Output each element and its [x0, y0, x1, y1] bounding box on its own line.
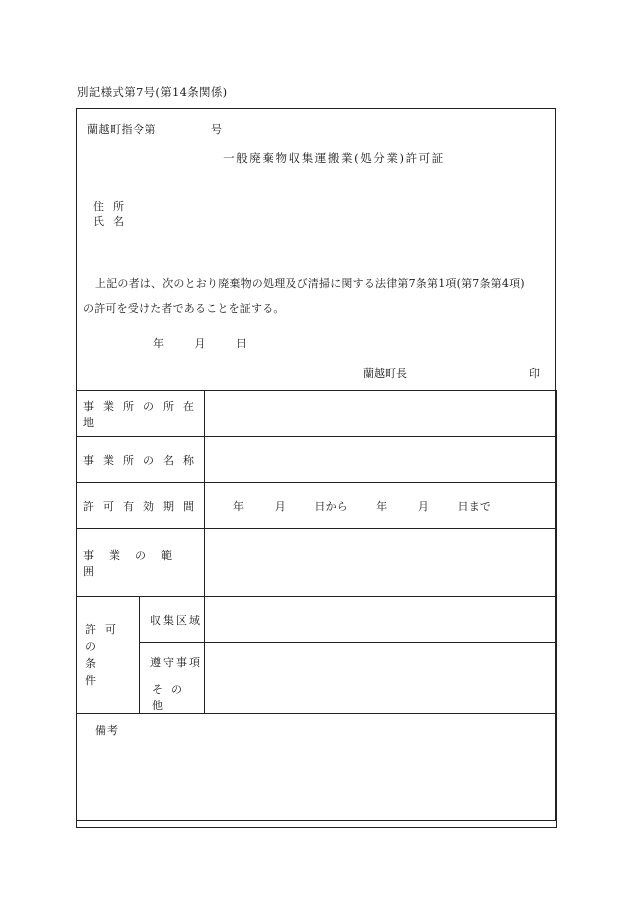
office-name-label: 事業所の名称 [77, 437, 205, 483]
certificate-section [77, 109, 555, 391]
address-label: 住所 [93, 200, 133, 213]
conditions-label-line-2: 条件 [85, 656, 122, 687]
period-day-to: 日まで [457, 499, 492, 513]
issue-date-year: 年 [153, 337, 164, 350]
conditions-label [77, 597, 140, 714]
business-scope-label: 事業の範囲 [77, 529, 205, 597]
certificate-body [83, 271, 553, 321]
collection-area-label: 収集区域 [140, 597, 205, 643]
issuer-name: 蘭越町長 [363, 367, 407, 380]
office-location-value[interactable] [205, 391, 557, 437]
row-compliance [77, 643, 557, 681]
row-collection-area [77, 597, 557, 643]
seal-mark: 印 [529, 367, 540, 380]
period-year-2: 年 [376, 499, 388, 513]
valid-period-value[interactable] [205, 483, 557, 529]
body-line-2: の許可を受けた者であることを証する。 [83, 302, 285, 315]
row-office-location [77, 391, 557, 437]
certificate-number [87, 121, 223, 137]
row-valid-period [77, 483, 557, 529]
row-remarks [77, 713, 557, 827]
details-table [76, 390, 557, 828]
period-month-2: 月 [417, 499, 430, 513]
row-office-name [77, 437, 557, 483]
issue-date [153, 335, 247, 351]
certificate-frame [76, 108, 556, 821]
compliance-label: 遵守事項 [140, 643, 205, 681]
other-label: その他 [140, 681, 205, 714]
period-month-1: 月 [274, 499, 286, 513]
certificate-number-suffix: 号 [211, 123, 223, 136]
office-location-label: 事業所の所在地 [77, 391, 205, 437]
issue-date-month: 月 [194, 337, 206, 350]
issue-date-day: 日 [236, 337, 247, 350]
valid-period-label: 許可有効期間 [77, 483, 205, 529]
collection-area-value[interactable] [205, 597, 557, 643]
body-line-1: 上記の者は、次のとおり廃棄物の処理及び清掃に関する法律第7条第1項(第7条第4項) [95, 277, 525, 290]
certificate-number-prefix: 蘭越町指令第 [87, 123, 156, 136]
name-label: 氏名 [93, 215, 133, 228]
form-number: 別記様式第7号(第14条関係) [77, 85, 228, 99]
period-year-1: 年 [233, 499, 245, 513]
row-business-scope [77, 529, 557, 597]
business-scope-value[interactable] [205, 529, 557, 597]
certificate-title: 一般廃棄物収集運搬業(処分業)許可証 [223, 151, 445, 165]
conditions-label-line-1: 許可の [85, 622, 125, 653]
office-name-value[interactable] [205, 437, 557, 483]
period-day-from: 日から [314, 499, 349, 513]
compliance-value[interactable] [205, 643, 557, 714]
remarks-cell[interactable]: 備考 [77, 713, 557, 827]
